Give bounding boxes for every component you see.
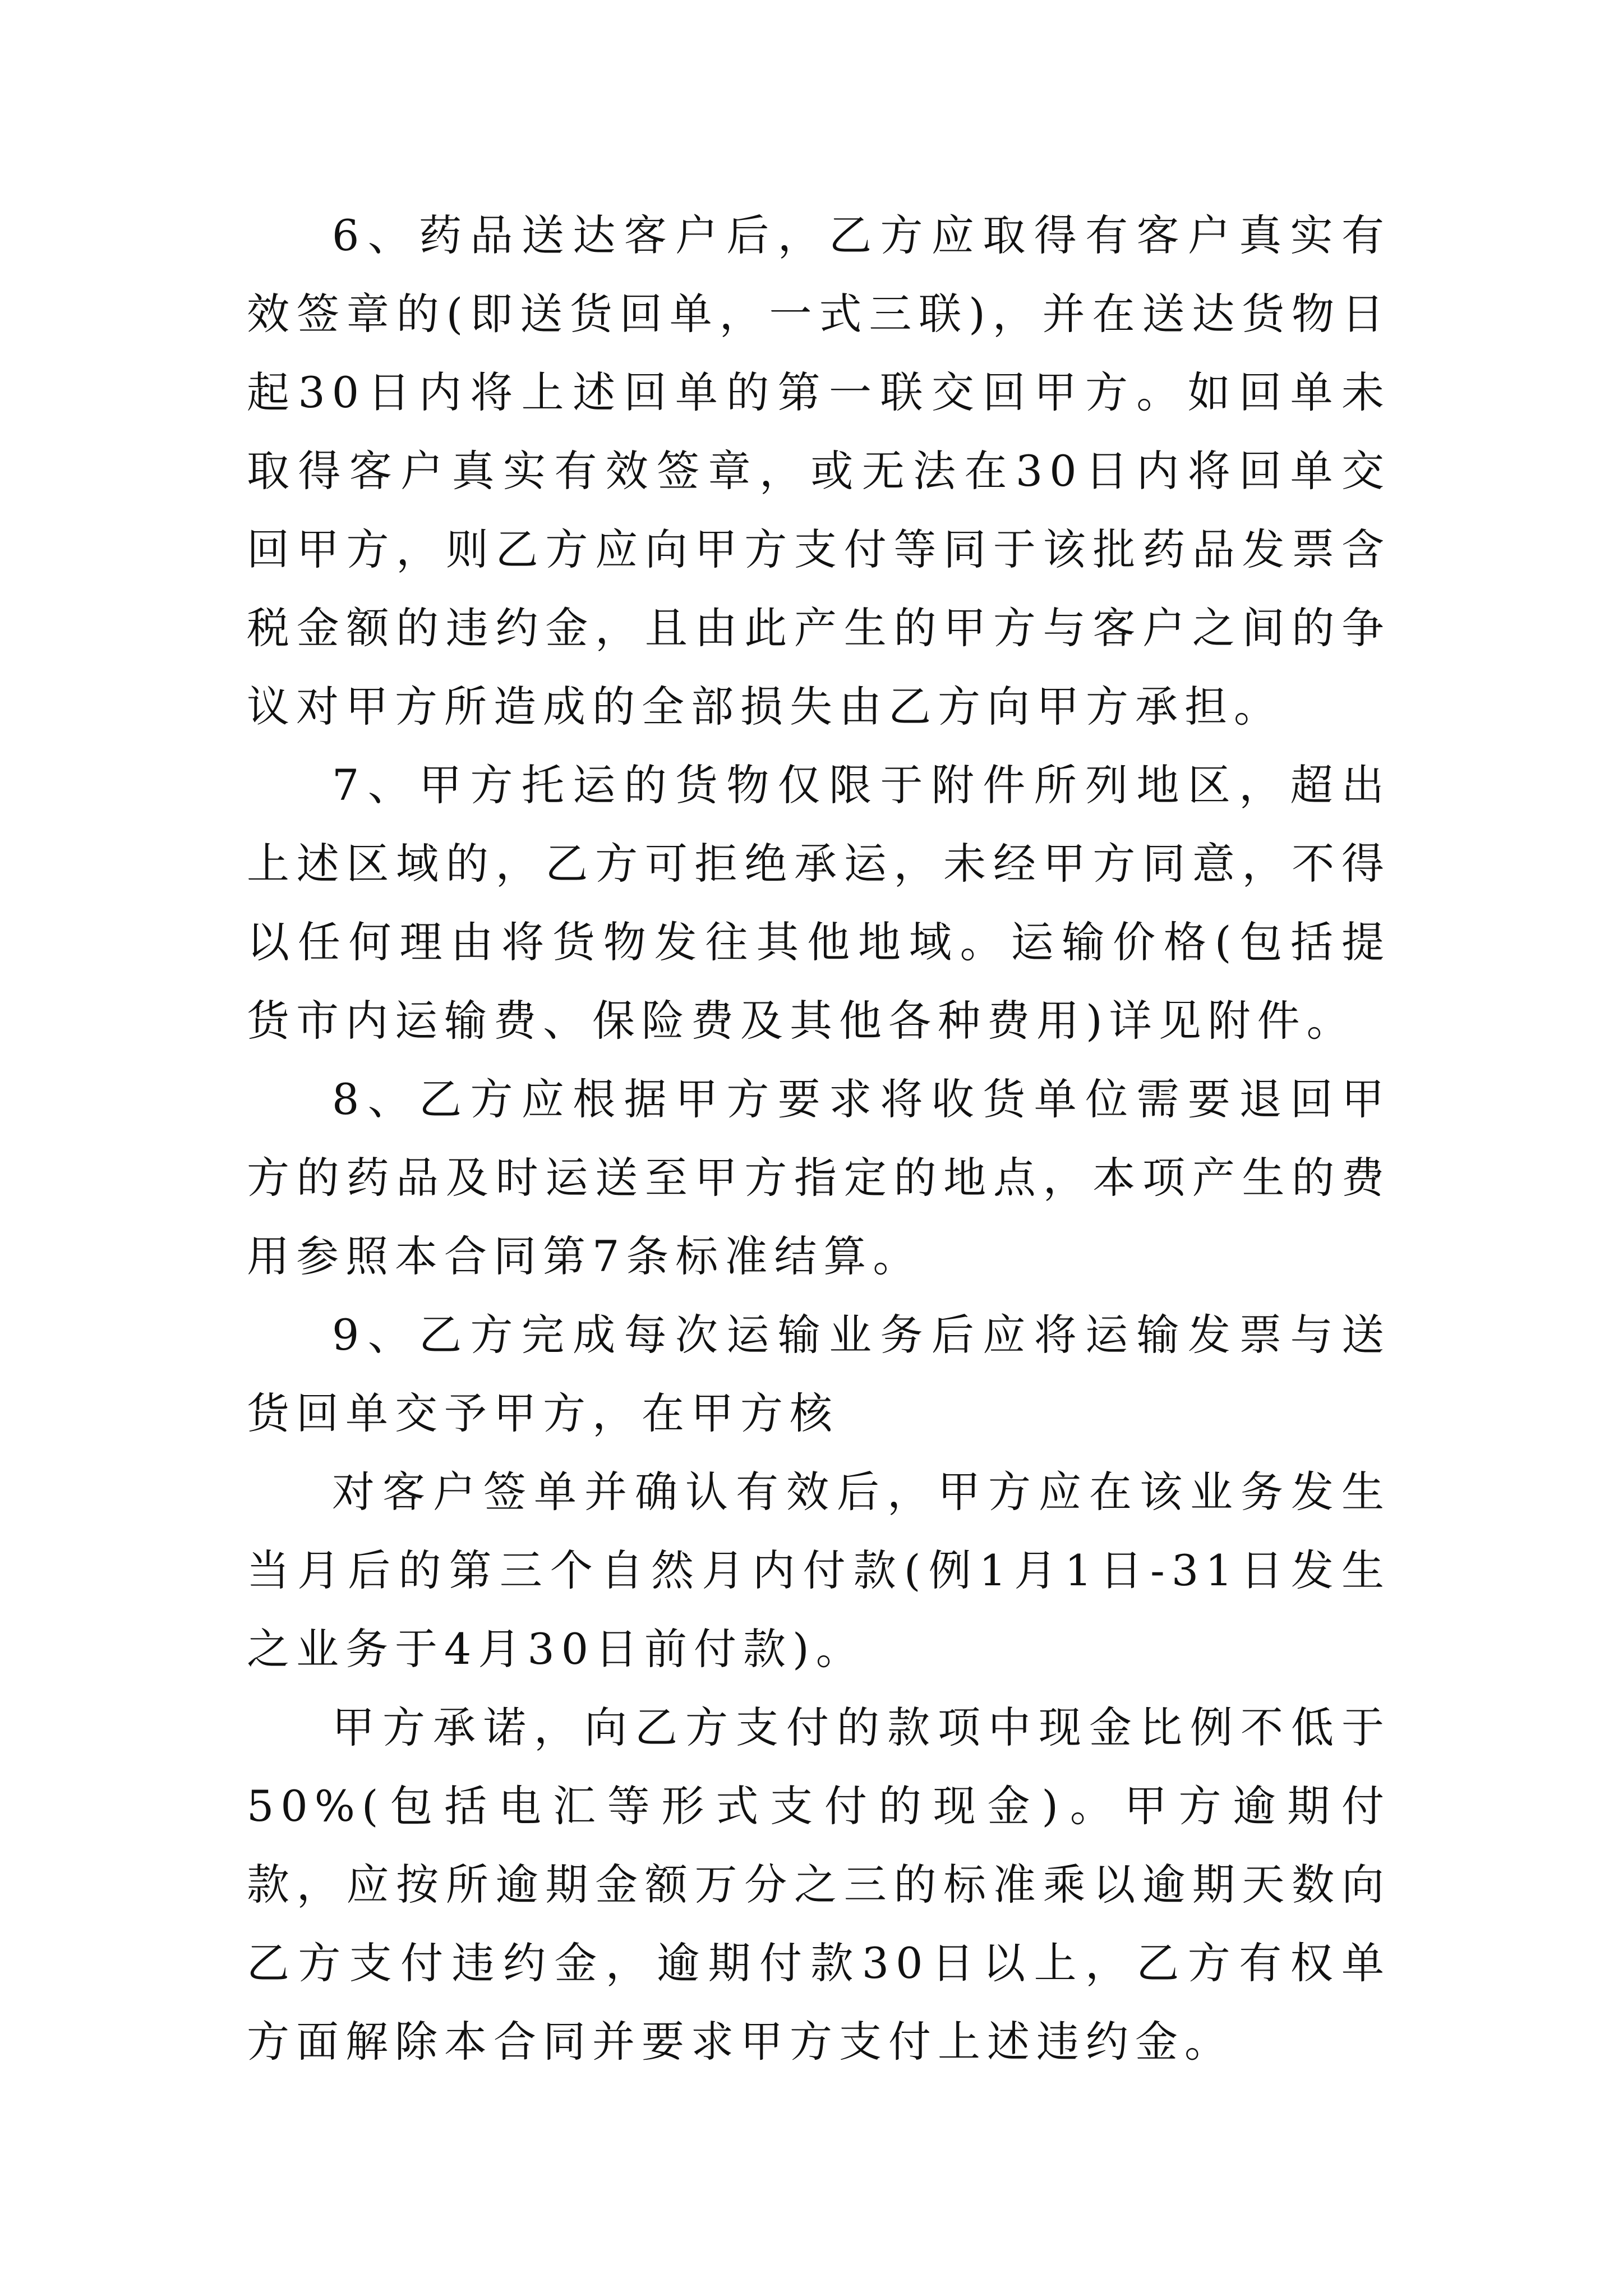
payment-terms-paragraph: 对客户签单并确认有效后，甲方应在该业务发生当月后的第三个自然月内付款(例1月1日-31日发生之业务于4月30日前付款)。 <box>247 1467 1391 1674</box>
payment-commitment-paragraph: 甲方承诺，向乙方支付的款项中现金比例不低于50%(包括电汇等形式支付的现金)。甲方逾期付款，应按所逾期金额万分之三的标准乘以逾期天数向乙方支付违约金，逾期付款30日以上，乙方有权单方面解除本合同并要求甲方支付上述违约金。 <box>247 1703 1391 2067</box>
clause-9-paragraph: 9、乙方完成每次运输业务后应将运输发票与送货回单交予甲方，在甲方核 <box>247 1310 1391 1438</box>
clause-7-paragraph: 7、甲方托运的货物仅限于附件所列地区，超出上述区域的，乙方可拒绝承运，未经甲方同意，不得以任何理由将货物发往其他地域。运输价格(包括提货市内运输费、保险费及其他各种费用)详见附件。 <box>247 760 1391 1046</box>
contract-text <box>247 196 1391 2081</box>
clause-6-paragraph: 6、药品送达客户后，乙方应取得有客户真实有效签章的(即送货回单，一式三联)，并在送达货物日起30日内将上述回单的第一联交回甲方。如回单未取得客户真实有效签章，或无法在30日内将回单交回甲方，则乙方应向甲方支付等同于该批药品发票含税金额的违约金，且由此产生的甲方与客户之间的争议对甲方所造成的全部损失由乙方向甲方承担。 <box>247 210 1391 731</box>
clause-8-paragraph: 8、乙方应根据甲方要求将收货单位需要退回甲方的药品及时运送至甲方指定的地点，本项产生的费用参照本合同第7条标准结算。 <box>247 1074 1391 1281</box>
